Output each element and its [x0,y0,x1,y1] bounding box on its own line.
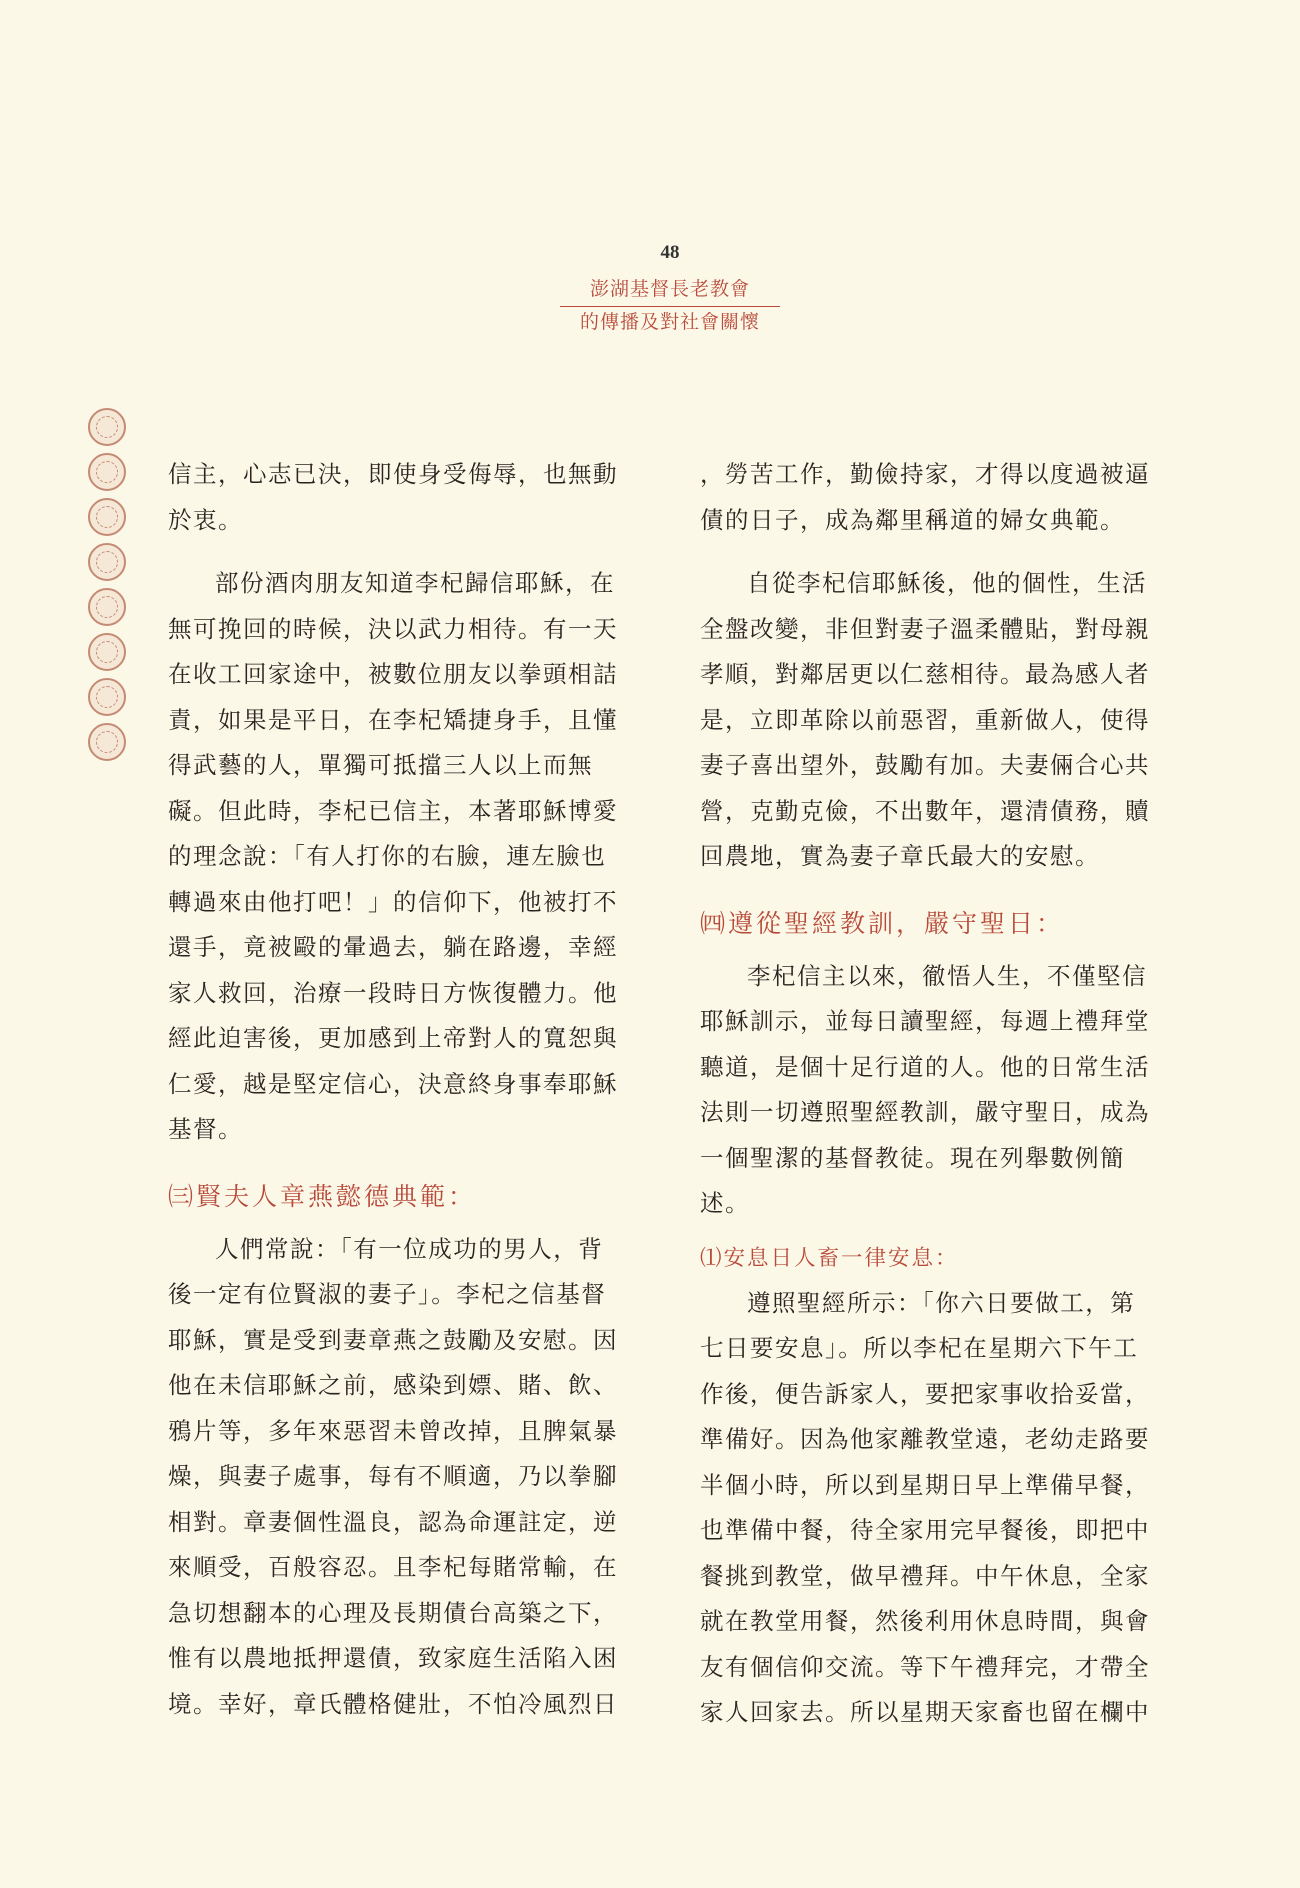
paragraph: 自從李杞信耶穌後，他的個性，生活全盤改變，非但對妻子溫柔體貼，對母親孝順，對鄰居更以仁慈相待。最為感人者是，立即革除以前惡習，重新做人，使得妻子喜出望外，鼓勵有加。夫妻倆合心共營，克勤克儉，不出數年，還清債務，贖回農地，實為妻子章氏最大的安慰。 [700,569,1150,870]
paragraph: 李杞信主以來，徹悟人生，不僅堅信耶穌訓示，並每日讀聖經，每週上禮拜堂聽道，是個十足行道的人。他的日常生活法則一切遵照聖經教訓，嚴守聖日，成為一個聖潔的基督教徒。現在列舉數例簡述。 [700,961,1150,1217]
seal-icon [88,588,126,626]
section-title: ㈣遵從聖經教訓，嚴守聖日： [700,908,1065,938]
paragraph: 部份酒肉朋友知道李杞歸信耶穌，在無可挽回的時候，決以武力相待。有一天在收工回家途中，被數位朋友以拳頭相詰責，如果是平日，在李杞矯捷身手，且懂得武藝的人，單獨可抵擋三人以上而無礙。但此時，李杞已信主，本著耶穌博愛的理念說：「有人打你的右臉，連左臉也轉過來由他打吧！」的信仰下，他被打不還手，竟被毆的暈過去，躺在路邊，幸經家人救回，治療一段時日方恢復體力。他經此迫害後，更加感到上帝對人的寬恕與仁愛，越是堅定信心，決意終身事奉耶穌基督。 [168,569,618,1143]
book-title-line-1: 澎湖基督長老教會 [560,274,780,307]
seal-icon [88,543,126,581]
seal-icon [88,408,126,446]
seal-icon [88,633,126,671]
paragraph: 遵照聖經所示：「你六日要做工，第七日要安息」。所以李杞在星期六下午工作後，便告訴家人，要把家事收拾妥當，準備好。因為他家離教堂遠，老幼走路要半個小時，所以到星期日早上準備早餐，也準備中餐，待全家用完早餐後，即把中餐挑到教堂，做早禮拜。中午休息，全家就在教堂用餐，然後利用休息時間，與會友有個信仰交流。等下午禮拜完，才帶全家人回家去。所以星期天家畜也留在欄中 [700,1288,1150,1726]
sub-section-title: ⑴安息日人畜一律安息： [700,1245,959,1271]
book-title-line-2: 的傳播及對社會關懷 [579,311,760,333]
paragraph: 人們常說：「有一位成功的男人，背後一定有位賢淑的妻子」。李杞之信基督耶穌，實是受到妻章燕之鼓勵及安慰。因他在未信耶穌之前，感染到嫖、賭、飲、鴉片等，多年來惡習未曾改掉，且脾氣暴燥，與妻子處事，每有不順適，乃以拳腳相對。章妻個性溫良，認為命運註定，逆來順受，百般容忍。且李杞每賭常輸，在急切想翻本的心理及長期債台高築之下，惟有以農地抵押還債，致家庭生活陷入困境。幸好，章氏體格健壯，不怕冷風烈日 [168,1234,618,1718]
page-number: 48 [660,242,680,263]
seal-icon [88,678,126,716]
paragraph: 信主，心志已決，即使身受侮辱，也無動於衷。 [168,460,618,534]
seal-icon [88,498,126,536]
right-column [700,452,1155,1736]
seal-icon [88,453,126,491]
decorative-seal-strip [88,408,128,768]
paragraph: ，勞苦工作，勤儉持家，才得以度過被逼債的日子，成為鄰里稱道的婦女典範。 [700,460,1150,534]
left-column [168,452,623,1727]
seal-icon [88,723,126,761]
page-header [560,242,780,337]
section-title: ㈢賢夫人章燕懿德典範： [168,1181,477,1211]
